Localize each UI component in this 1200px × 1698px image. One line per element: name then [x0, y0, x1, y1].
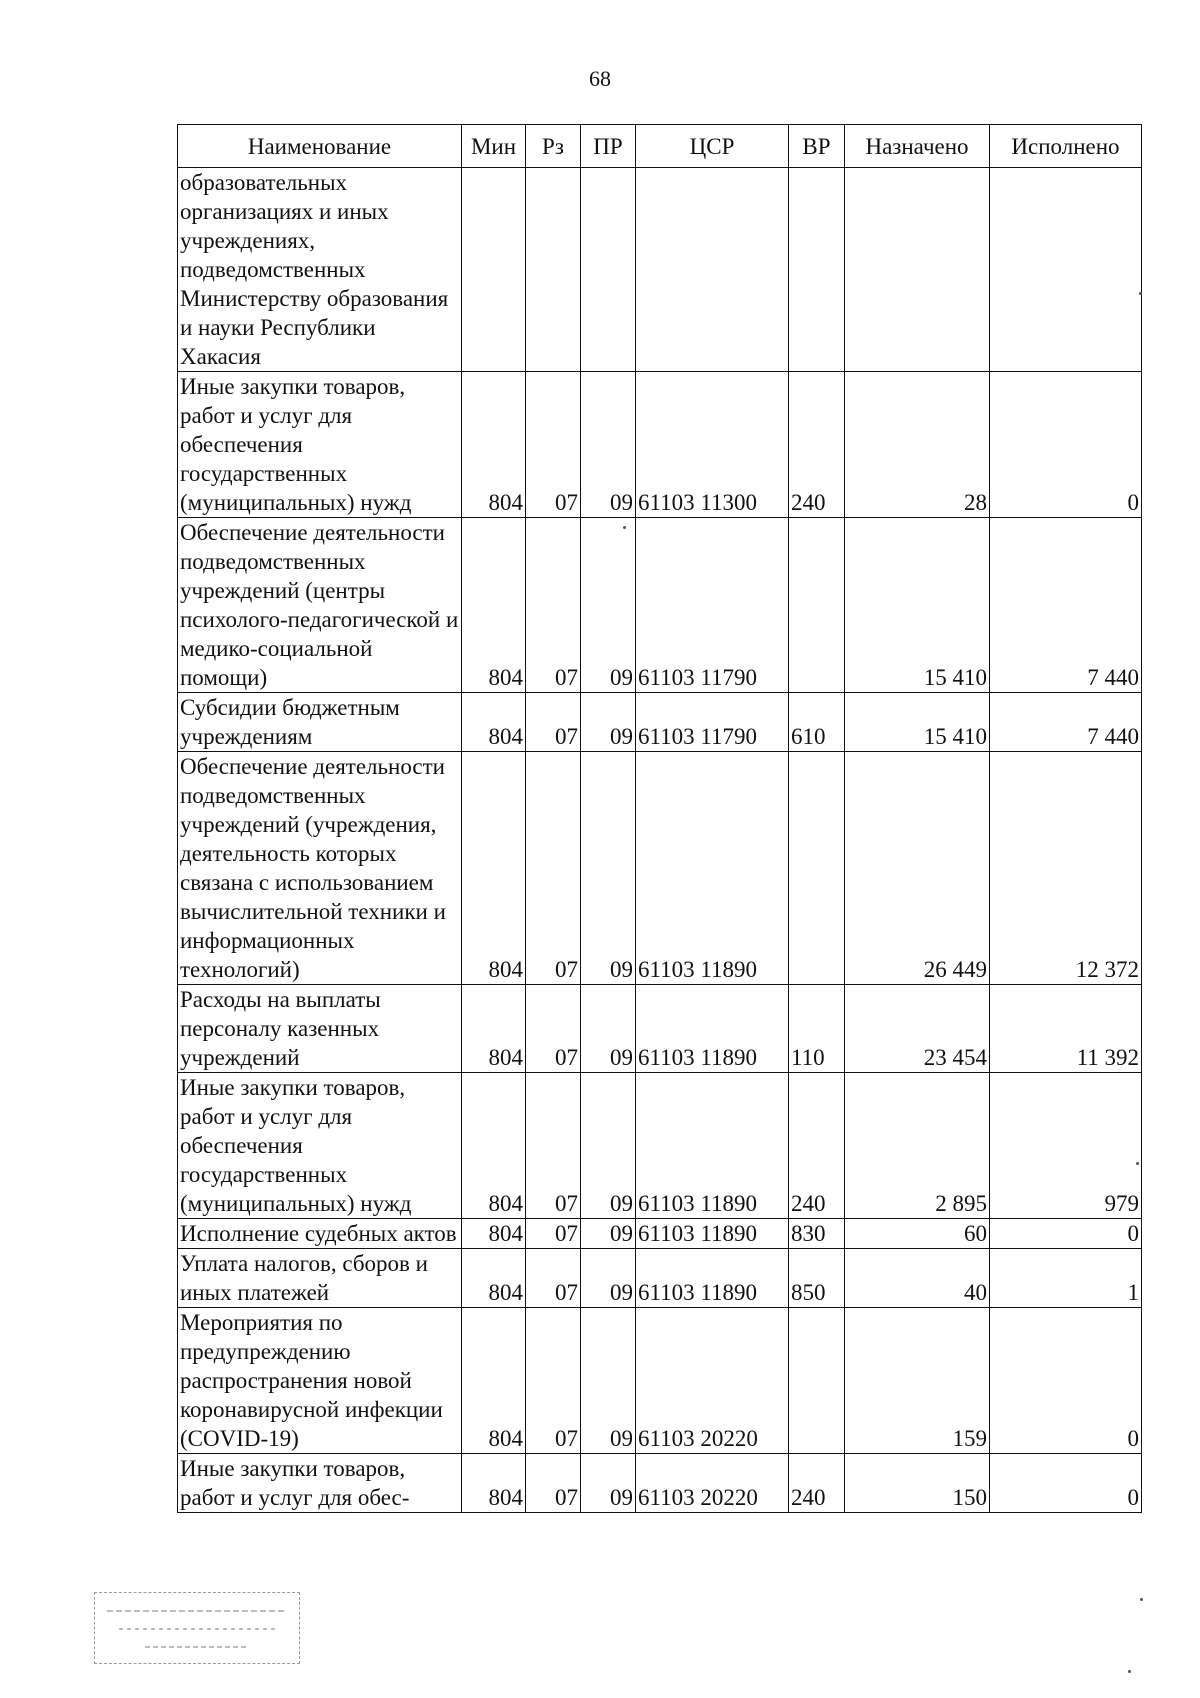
row-rz: 07 — [526, 1308, 581, 1454]
table-row — [178, 518, 1142, 693]
scan-speck — [623, 526, 626, 529]
row-pr: 09 — [581, 752, 636, 985]
header-csr: ЦСР — [636, 125, 789, 168]
row-min — [462, 168, 526, 372]
row-name: Уплата налогов, сборов и иных платежей — [178, 1249, 462, 1308]
row-rz: 07 — [526, 1219, 581, 1249]
row-vr: 240 — [789, 1073, 845, 1219]
row-assigned: 2 895 — [845, 1073, 990, 1219]
table-row — [178, 168, 1142, 372]
row-vr: 110 — [789, 985, 845, 1073]
row-min: 804 — [462, 1454, 526, 1513]
row-rz: 07 — [526, 518, 581, 693]
table-row — [178, 372, 1142, 518]
row-executed: 0 — [990, 1454, 1142, 1513]
row-vr — [789, 1308, 845, 1454]
budget-table — [177, 124, 1142, 1513]
row-min: 804 — [462, 1249, 526, 1308]
row-assigned — [845, 168, 990, 372]
row-vr: 850 — [789, 1249, 845, 1308]
row-assigned: 23 454 — [845, 985, 990, 1073]
row-rz: 07 — [526, 752, 581, 985]
row-pr: 09 — [581, 372, 636, 518]
row-min: 804 — [462, 518, 526, 693]
row-csr: 61103 20220 — [636, 1308, 789, 1454]
header-executed: Исполнено — [990, 125, 1142, 168]
row-vr: 240 — [789, 1454, 845, 1513]
row-assigned: 15 410 — [845, 518, 990, 693]
row-min: 804 — [462, 985, 526, 1073]
row-name: Расходы на выплаты персоналу казенных учреждений — [178, 985, 462, 1073]
row-assigned: 15 410 — [845, 693, 990, 752]
row-pr: 09 — [581, 518, 636, 693]
row-rz: 07 — [526, 985, 581, 1073]
header-name: Наименование — [178, 125, 462, 168]
row-executed: 0 — [990, 1219, 1142, 1249]
row-vr: 240 — [789, 372, 845, 518]
row-csr — [636, 168, 789, 372]
row-csr: 61103 11890 — [636, 1073, 789, 1219]
row-name: Иные закупки товаров, работ и услуг для обеспечения государственных (муниципальных) нужд — [178, 372, 462, 518]
row-name: Иные закупки товаров, работ и услуг для обеспечения государственных (муниципальных) нужд — [178, 1073, 462, 1219]
row-rz: 07 — [526, 1073, 581, 1219]
row-csr: 61103 20220 — [636, 1454, 789, 1513]
row-name: Исполнение судебных актов — [178, 1219, 462, 1249]
table-row — [178, 985, 1142, 1073]
row-assigned: 40 — [845, 1249, 990, 1308]
row-csr: 61103 11300 — [636, 372, 789, 518]
row-csr: 61103 11890 — [636, 752, 789, 985]
row-vr — [789, 518, 845, 693]
table-row — [178, 752, 1142, 985]
row-vr: 830 — [789, 1219, 845, 1249]
row-pr: 09 — [581, 1249, 636, 1308]
row-rz: 07 — [526, 1454, 581, 1513]
stamp-scribble-icon — [97, 1597, 297, 1659]
row-executed: 0 — [990, 372, 1142, 518]
row-rz: 07 — [526, 693, 581, 752]
row-vr: 610 — [789, 693, 845, 752]
row-assigned: 150 — [845, 1454, 990, 1513]
row-assigned: 60 — [845, 1219, 990, 1249]
row-name: Иные закупки товаров, работ и услуг для обес- — [178, 1454, 462, 1513]
row-pr — [581, 168, 636, 372]
row-vr — [789, 752, 845, 985]
header-pr: ПР — [581, 125, 636, 168]
row-name: образовательных организациях и иных учреждениях, подведомственных Министерству образования и науки Республики Хакасия — [178, 168, 462, 372]
row-assigned: 28 — [845, 372, 990, 518]
scan-speck — [1136, 1162, 1139, 1165]
row-pr: 09 — [581, 1073, 636, 1219]
table-row — [178, 1454, 1142, 1513]
faded-stamp — [94, 1592, 300, 1664]
row-executed: 7 440 — [990, 518, 1142, 693]
row-min: 804 — [462, 693, 526, 752]
table-row — [178, 1308, 1142, 1454]
row-executed: 0 — [990, 1308, 1142, 1454]
row-name: Мероприятия по предупреждению распространения новой коронавирусной инфекции (COVID-19) — [178, 1308, 462, 1454]
row-rz: 07 — [526, 1249, 581, 1308]
scan-speck — [1139, 292, 1142, 295]
table-row — [178, 1073, 1142, 1219]
row-min: 804 — [462, 372, 526, 518]
header-vr: ВР — [789, 125, 845, 168]
row-pr: 09 — [581, 693, 636, 752]
row-csr: 61103 11790 — [636, 518, 789, 693]
row-min: 804 — [462, 1219, 526, 1249]
row-executed: 7 440 — [990, 693, 1142, 752]
row-assigned: 159 — [845, 1308, 990, 1454]
header-rz: Рз — [526, 125, 581, 168]
row-name: Субсидии бюджетным учреждениям — [178, 693, 462, 752]
row-min: 804 — [462, 752, 526, 985]
row-csr: 61103 11890 — [636, 985, 789, 1073]
row-executed: 11 392 — [990, 985, 1142, 1073]
scan-speck — [1140, 1598, 1143, 1601]
table-header-row — [178, 125, 1142, 168]
row-rz: 07 — [526, 372, 581, 518]
row-pr: 09 — [581, 985, 636, 1073]
row-executed: 979 — [990, 1073, 1142, 1219]
row-csr: 61103 11790 — [636, 693, 789, 752]
header-min: Мин — [462, 125, 526, 168]
table-row — [178, 1219, 1142, 1249]
row-csr: 61103 11890 — [636, 1219, 789, 1249]
row-name: Обеспечение деятельности подведомственных учреждений (центры психолого-педагогической и медико-социальной помощи) — [178, 518, 462, 693]
header-assigned: Назначено — [845, 125, 990, 168]
row-min: 804 — [462, 1073, 526, 1219]
row-executed: 1 — [990, 1249, 1142, 1308]
row-executed: 12 372 — [990, 752, 1142, 985]
row-vr — [789, 168, 845, 372]
row-assigned: 26 449 — [845, 752, 990, 985]
row-min: 804 — [462, 1308, 526, 1454]
page-number: 68 — [589, 66, 611, 91]
row-csr: 61103 11890 — [636, 1249, 789, 1308]
table-row — [178, 1249, 1142, 1308]
row-pr: 09 — [581, 1454, 636, 1513]
row-pr: 09 — [581, 1308, 636, 1454]
row-rz — [526, 168, 581, 372]
row-executed — [990, 168, 1142, 372]
row-name: Обеспечение деятельности подведомственных учреждений (учреждения, деятельность которых связана с использованием вычислительной техники и информационных технологий) — [178, 752, 462, 985]
row-pr: 09 — [581, 1219, 636, 1249]
scan-speck — [1128, 1670, 1131, 1673]
table-row — [178, 693, 1142, 752]
